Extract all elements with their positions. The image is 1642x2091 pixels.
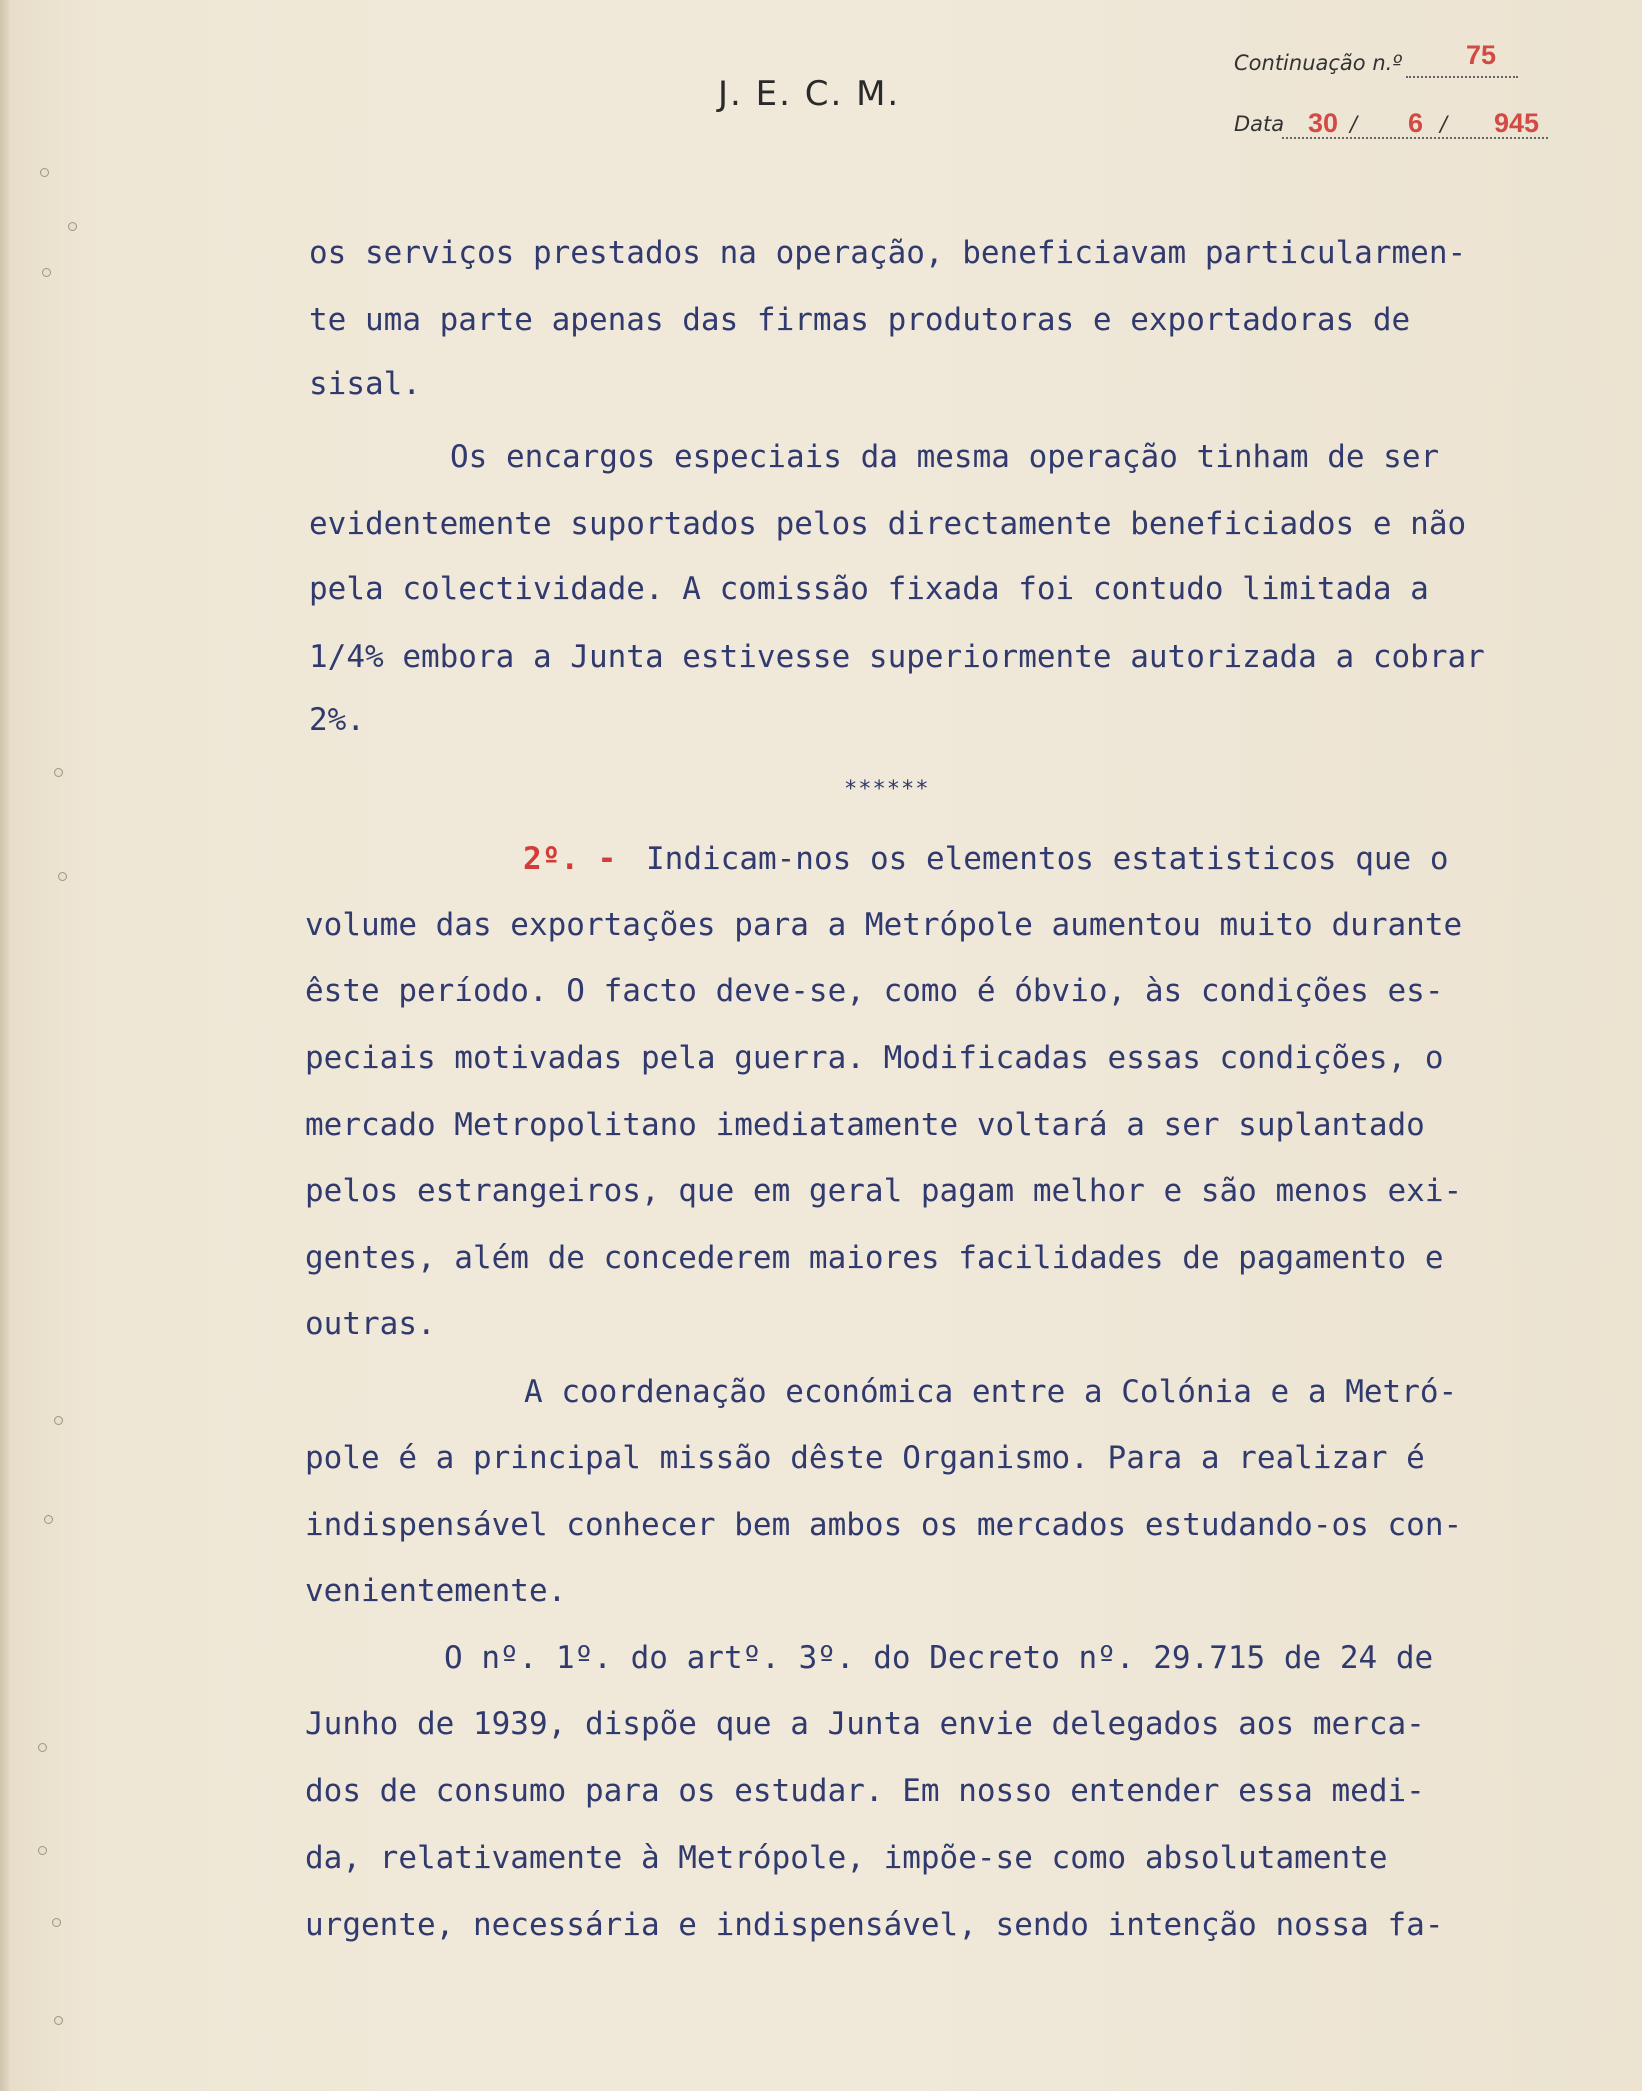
section-number: 2º. - [523, 841, 617, 877]
date-separator: / [1440, 112, 1448, 136]
binder-hole [42, 268, 51, 277]
text-line: O nº. 1º. do artº. 3º. do Decreto nº. 29.715 de 24 de [444, 1640, 1434, 1676]
binder-hole [52, 1918, 61, 1927]
text-line: 1/4% embora a Junta estivesse superiormente autorizada a cobrar [309, 639, 1485, 675]
text-line: gentes, além de concederem maiores facilidades de pagamento e [305, 1240, 1444, 1276]
text-line: venientemente. [305, 1573, 567, 1609]
text-line: êste período. O facto deve-se, como é óbvio, às condições es- [305, 973, 1444, 1009]
text-line: sisal. [309, 366, 421, 402]
text-line: peciais motivadas pela guerra. Modificadas essas condições, o [305, 1040, 1444, 1076]
text-line: Junho de 1939, dispõe que a Junta envie delegados aos merca- [305, 1706, 1425, 1742]
text-line: mercado Metropolitano imediatamente voltará a ser suplantado [305, 1107, 1425, 1143]
date-label: Data [1234, 112, 1285, 136]
text-line: A coordenação económica entre a Colónia e a Metró- [524, 1374, 1458, 1410]
binder-hole [38, 1846, 47, 1855]
date-month: 6 [1408, 108, 1424, 138]
text-line: volume das exportações para a Metrópole aumentou muito durante [305, 907, 1463, 943]
text-line: pole é a principal missão dêste Organismo. Para a realizar é [305, 1440, 1425, 1476]
date-separator: / [1350, 112, 1358, 136]
binder-hole [38, 1743, 47, 1752]
binder-hole [58, 872, 67, 881]
text-line: te uma parte apenas das firmas produtoras e exportadoras de [309, 302, 1411, 338]
continuation-dotline [1406, 76, 1518, 78]
date-year: 945 [1494, 108, 1540, 138]
continuation-label: Continuação n.º [1234, 51, 1403, 75]
text-line: urgente, necessária e indispensável, sendo intenção nossa fa- [305, 1907, 1444, 1943]
binder-hole [54, 768, 63, 777]
text-line: Indicam-nos os elementos estatisticos que o [646, 841, 1449, 877]
text-line: da, relativamente à Metrópole, impõe-se como absolutamente [305, 1840, 1388, 1876]
date-day: 30 [1308, 108, 1339, 138]
page-edge [0, 0, 10, 2091]
text-line: 2%. [309, 702, 365, 738]
text-line: evidentemente suportados pelos directamente beneficiados e não [309, 506, 1467, 542]
letterhead: J. E. C. M. [718, 74, 901, 114]
text-line: outras. [305, 1306, 436, 1342]
binder-hole [54, 2016, 63, 2025]
binder-hole [40, 168, 49, 177]
text-line: pela colectividade. A comissão fixada foi contudo limitada a [309, 571, 1429, 607]
binder-hole [54, 1416, 63, 1425]
binder-hole [44, 1515, 53, 1524]
binder-hole [68, 222, 77, 231]
text-line: Os encargos especiais da mesma operação tinham de ser [450, 439, 1440, 475]
text-line: pelos estrangeiros, que em geral pagam melhor e são menos exi- [305, 1173, 1463, 1209]
continuation-number: 75 [1466, 40, 1497, 70]
text-line: indispensável conhecer bem ambos os mercados estudando-os con- [305, 1507, 1463, 1543]
text-line: os serviços prestados na operação, beneficiavam particularmen- [309, 235, 1467, 271]
text-line: dos de consumo para os estudar. Em nosso entender essa medi- [305, 1773, 1425, 1809]
separator-stars: ****** [844, 777, 930, 802]
